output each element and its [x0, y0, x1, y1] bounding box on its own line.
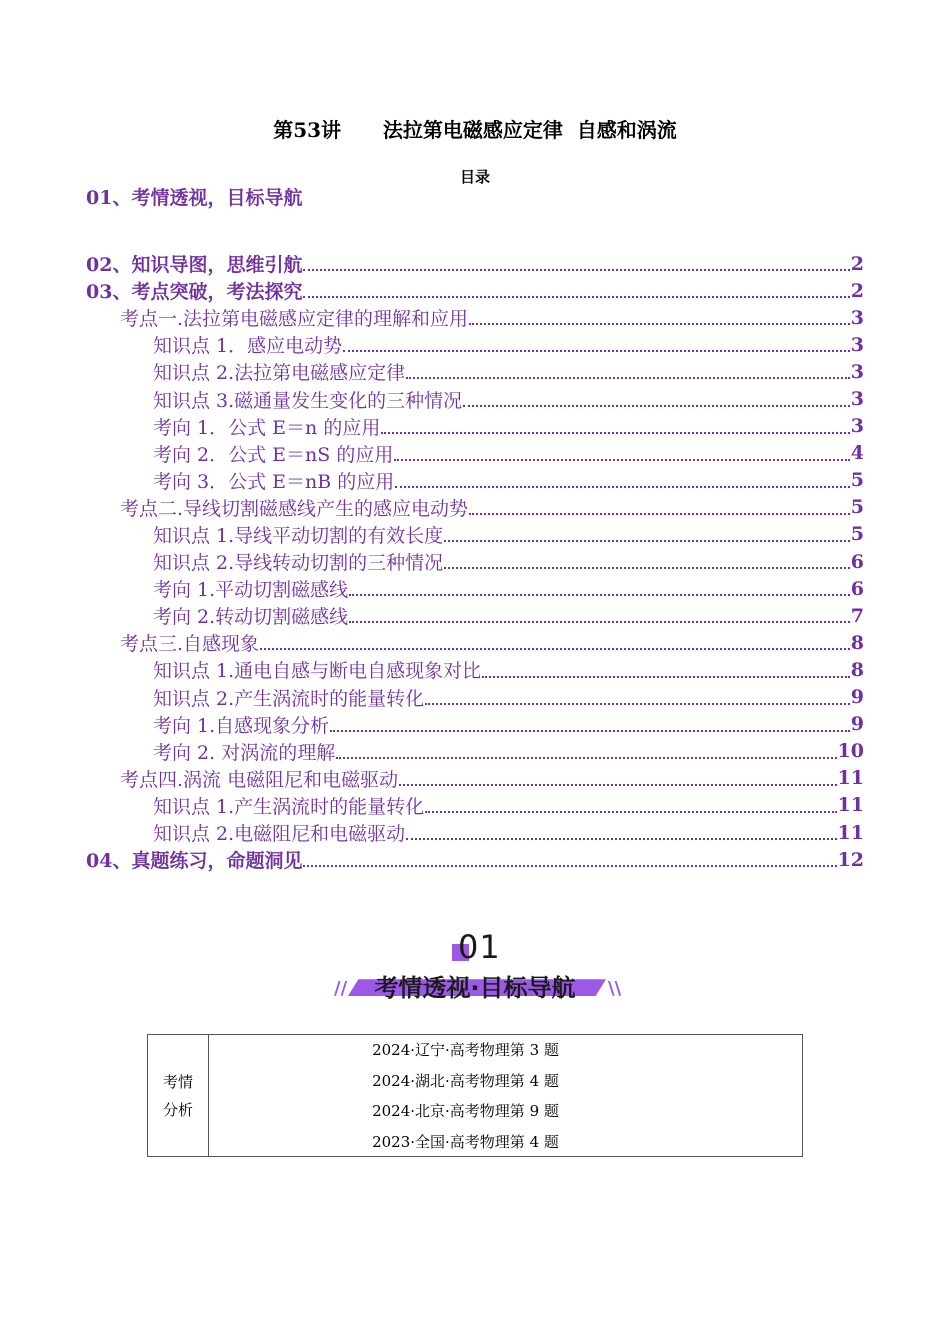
toc-page-number: 4 [850, 442, 864, 465]
toc-entry[interactable] [86, 846, 864, 873]
toc-entry-label: 考向 1.平动切割磁感线 [153, 579, 349, 602]
slash-left-icon: // [334, 978, 348, 999]
toc-entry[interactable] [86, 494, 864, 521]
toc-dot-leader [381, 432, 849, 434]
toc-page-number: 8 [850, 658, 864, 681]
toc-entry[interactable] [86, 819, 864, 846]
toc-dot-leader [463, 405, 850, 407]
toc-entry-label: 知识点 1.导线平动切割的有效长度 [153, 524, 444, 547]
toc-page-number: 6 [850, 550, 864, 573]
toc-page-number: 7 [850, 604, 864, 627]
toc-entry-label: 02、知识导图，思维引航 [86, 254, 303, 277]
toc-entry[interactable] [86, 738, 864, 765]
toc-page-number: 11 [837, 821, 864, 844]
toc-entry-label: 考向 3．公式 E＝nB 的应用 [153, 470, 395, 493]
toc-entry-label: 知识点 3.磁通量发生变化的三种情况 [153, 389, 463, 412]
toc-entry[interactable] [86, 358, 864, 385]
toc-entry-label: 知识点 1．感应电动势 [153, 335, 343, 358]
toc-page-number: 8 [850, 631, 864, 654]
toc-dot-leader [303, 865, 836, 867]
toc-page-number: 3 [850, 306, 864, 329]
toc-entry-label: 知识点 1.产生涡流时的能量转化 [153, 795, 425, 818]
toc-entry[interactable] [86, 684, 864, 711]
toc-entry-label: 考点一.法拉第电磁感应定律的理解和应用 [120, 308, 469, 331]
toc-dot-leader [406, 838, 836, 840]
toc-dot-leader [330, 730, 850, 732]
toc-entry-label: 考点四.涡流 电磁阻尼和电磁驱动 [120, 768, 399, 791]
section-number: 01 [458, 928, 501, 966]
toc-entry-label: 知识点 1.通电自感与断电自感现象对比 [153, 660, 482, 683]
toc-entry[interactable] [86, 467, 864, 494]
toc-page-number: 3 [850, 388, 864, 411]
toc-dot-leader [303, 269, 849, 271]
toc-dot-leader [343, 350, 850, 352]
toc-entry-label: 04、真题练习，命题洞见 [86, 850, 303, 873]
exam-line: 2024·辽宁·高考物理第 3 题 [372, 1041, 559, 1059]
toc-entry[interactable] [86, 765, 864, 792]
toc-dot-leader [303, 296, 849, 298]
toc-dot-leader [482, 676, 850, 678]
toc-entry[interactable] [86, 277, 864, 304]
toc-entry[interactable] [86, 304, 864, 331]
toc-entry-label: 考向 1.自感现象分析 [153, 714, 330, 737]
table-header-cell [148, 1035, 209, 1156]
toc-page-number: 2 [850, 279, 864, 302]
toc-entry-label: 考点三.自感现象 [120, 633, 260, 656]
toc-page-number: 3 [850, 360, 864, 383]
toc-dot-leader [260, 648, 850, 650]
toc-dot-leader [394, 459, 849, 461]
toc-dot-leader [349, 621, 850, 623]
toc-dot-leader [395, 486, 849, 488]
section-badge [330, 928, 620, 1006]
exam-line: 2023·全国·高考物理第 4 题 [372, 1132, 559, 1151]
toc-entry-label: 考向 2. 对涡流的理解 [153, 741, 336, 764]
toc-entry[interactable] [86, 548, 864, 575]
toc-entry-label: 知识点 2.电磁阻尼和电磁驱动 [153, 823, 406, 846]
toc-page-number: 5 [850, 469, 864, 492]
toc-page-number: 9 [850, 713, 864, 736]
toc-entry-label: 考点二.导线切割磁感线产生的感应电动势 [120, 497, 469, 520]
toc-dot-leader [425, 811, 836, 813]
toc-dot-leader [399, 784, 836, 786]
toc-page-number: 3 [850, 333, 864, 356]
table-of-contents [86, 250, 864, 873]
toc-entry-label: 知识点 2.法拉第电磁感应定律 [153, 362, 406, 385]
toc-dot-leader [444, 540, 850, 542]
toc-entry[interactable] [86, 792, 864, 819]
toc-page-number: 6 [850, 577, 864, 600]
toc-page-number: 2 [850, 252, 864, 275]
toc-page-number: 11 [837, 767, 864, 790]
toc-entry[interactable] [86, 656, 864, 683]
toc-entry[interactable] [86, 711, 864, 738]
exam-analysis-table [147, 1034, 803, 1157]
toc-entry[interactable] [86, 575, 864, 602]
toc-entry-label: 03、考点突破，考法探究 [86, 281, 303, 304]
toc-entry-label: 考向 2.转动切割磁感线 [153, 606, 349, 629]
toc-entry-label: 考向 2．公式 E＝nS 的应用 [153, 443, 394, 466]
toc-entry[interactable] [86, 250, 864, 277]
toc-heading: 目录 [459, 168, 490, 186]
toc-dot-leader [336, 757, 836, 759]
toc-dot-leader [406, 377, 850, 379]
toc-page-number: 10 [837, 740, 864, 763]
toc-entry[interactable] [86, 521, 864, 548]
slash-right-icon: \\ [608, 978, 622, 999]
toc-entry[interactable] [86, 440, 864, 467]
document-title: 第53讲 法拉第电磁感应定律 自感和涡流 [273, 118, 677, 142]
toc-dot-leader [349, 594, 850, 596]
toc-page-number: 12 [837, 848, 864, 871]
toc-entry-label: 知识点 2.产生涡流时的能量转化 [153, 687, 425, 710]
toc-dot-leader [469, 513, 850, 515]
toc-entry[interactable] [86, 629, 864, 656]
toc-entry-label: 考向 1．公式 E＝n 的应用 [153, 416, 381, 439]
section-title: 考情透视·目标导航 [374, 974, 576, 1002]
toc-entry[interactable] [86, 331, 864, 358]
toc-entry[interactable] [86, 602, 864, 629]
toc-page-number: 5 [850, 496, 864, 519]
toc-entry[interactable] [86, 413, 864, 440]
toc-entry[interactable] [86, 385, 864, 412]
exam-line: 2024·北京·高考物理第 9 题 [372, 1102, 559, 1120]
toc-entry-first[interactable]: 01、考情透视，目标导航 [86, 187, 303, 209]
table-body-cell [209, 1035, 802, 1156]
toc-page-number: 9 [850, 686, 864, 709]
toc-entry-label: 知识点 2.导线转动切割的三种情况 [153, 552, 444, 575]
exam-line: 2024·湖北·高考物理第 4 题 [372, 1071, 559, 1090]
toc-dot-leader [444, 567, 850, 569]
toc-page-number: 3 [850, 415, 864, 438]
toc-page-number: 11 [837, 794, 864, 817]
toc-dot-leader [469, 323, 850, 325]
table-header-line2: 分析 [162, 1100, 193, 1119]
toc-page-number: 5 [850, 523, 864, 546]
table-header-line1: 考情 [162, 1072, 193, 1091]
toc-dot-leader [425, 703, 850, 705]
